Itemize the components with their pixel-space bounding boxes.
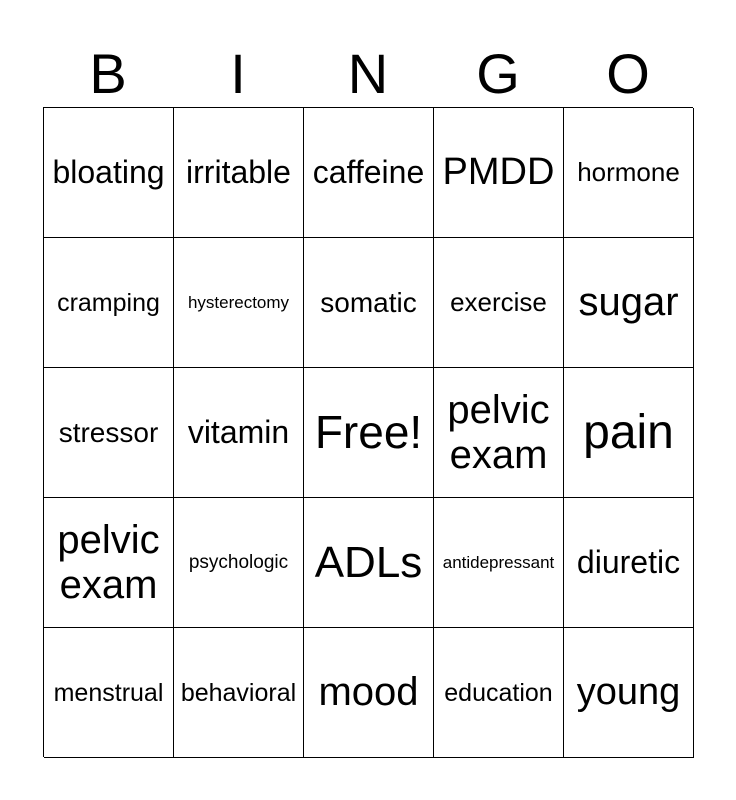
bingo-cell-r4-c2[interactable]: psychologic bbox=[174, 498, 304, 628]
header-letter-b: B bbox=[89, 42, 127, 105]
bingo-cell-r4-c1[interactable]: pelvic exam bbox=[44, 498, 174, 628]
bingo-cell-r2-c3[interactable]: somatic bbox=[304, 238, 434, 368]
header-letter-n: N bbox=[347, 42, 389, 105]
bingo-cell-r2-c2[interactable]: hysterectomy bbox=[174, 238, 304, 368]
bingo-cell-r3-c5[interactable]: pain bbox=[564, 368, 694, 498]
bingo-header bbox=[43, 40, 693, 108]
bingo-cell-r2-c4[interactable]: exercise bbox=[434, 238, 564, 368]
bingo-cell-r5-c1[interactable]: menstrual bbox=[44, 628, 174, 758]
bingo-cell-r1-c5[interactable]: hormone bbox=[564, 108, 694, 238]
bingo-cell-r5-c2[interactable]: behavioral bbox=[174, 628, 304, 758]
header-letter-i: I bbox=[230, 42, 246, 105]
bingo-cell-r2-c5[interactable]: sugar bbox=[564, 238, 694, 368]
bingo-cell-r1-c4[interactable]: PMDD bbox=[434, 108, 564, 238]
bingo-cell-r1-c3[interactable]: caffeine bbox=[304, 108, 434, 238]
bingo-cell-r1-c1[interactable]: bloating bbox=[44, 108, 174, 238]
header-letter-o: O bbox=[606, 42, 650, 105]
bingo-cell-r5-c5[interactable]: young bbox=[564, 628, 694, 758]
bingo-cell-r3-c1[interactable]: stressor bbox=[44, 368, 174, 498]
bingo-cell-r3-c2[interactable]: vitamin bbox=[174, 368, 304, 498]
bingo-cell-r2-c1[interactable]: cramping bbox=[44, 238, 174, 368]
bingo-cell-r4-c4[interactable]: antidepressant bbox=[434, 498, 564, 628]
bingo-cell-r5-c3[interactable]: mood bbox=[304, 628, 434, 758]
bingo-card bbox=[43, 107, 693, 757]
bingo-cell-r3-c3-free-space[interactable]: Free! bbox=[304, 368, 434, 498]
bingo-cell-r1-c2[interactable]: irritable bbox=[174, 108, 304, 238]
bingo-cell-r3-c4[interactable]: pelvic exam bbox=[434, 368, 564, 498]
header-letter-g: G bbox=[476, 42, 520, 105]
bingo-cell-r5-c4[interactable]: education bbox=[434, 628, 564, 758]
bingo-cell-r4-c3[interactable]: ADLs bbox=[304, 498, 434, 628]
bingo-cell-r4-c5[interactable]: diuretic bbox=[564, 498, 694, 628]
